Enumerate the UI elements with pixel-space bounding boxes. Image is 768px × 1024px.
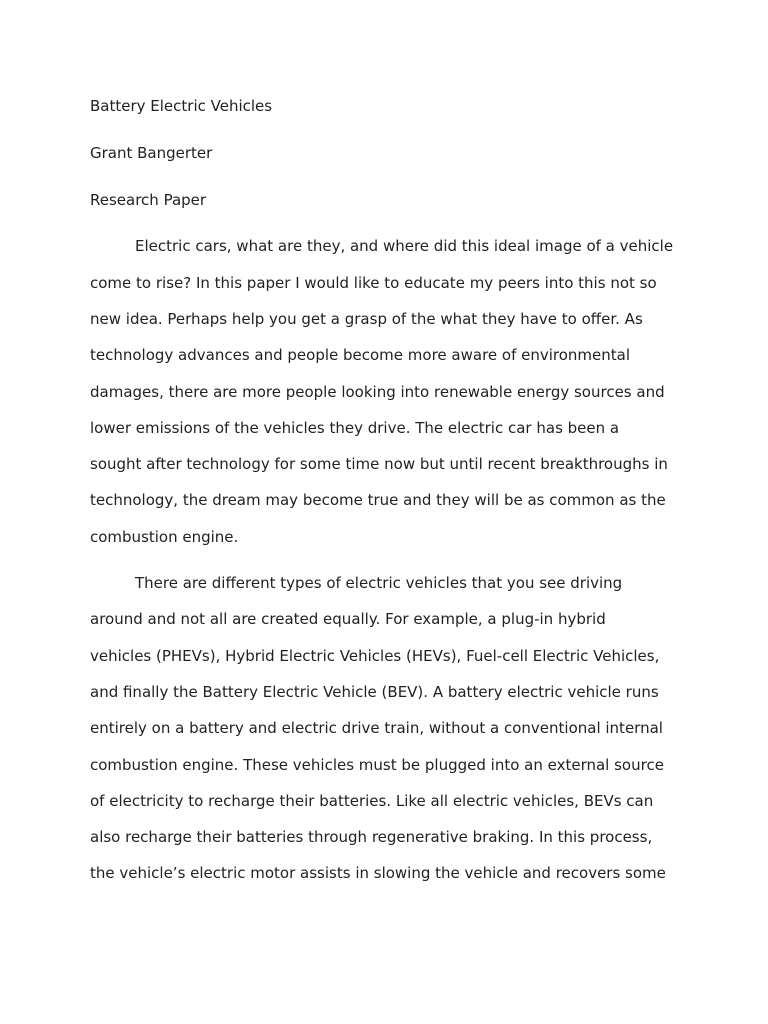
document-body (90, 88, 680, 892)
paragraph-line: combustion engine. These vehicles must be plugged into an external source (90, 755, 664, 774)
paper-title: Battery Electric Vehicles (90, 97, 273, 115)
paragraph-spacer (90, 555, 680, 565)
paragraph-line: Electric cars, what are they, and where did this ideal image of a vehicle (135, 237, 674, 256)
author-name: Grant Bangerter (90, 143, 213, 162)
paragraph-1 (90, 228, 680, 555)
paragraph-line: new idea. Perhaps help you get a grasp of the what they have to offer. As (90, 309, 643, 328)
paragraph-line: vehicles (PHEVs), Hybrid Electric Vehicles (HEVs), Fuel-cell Electric Vehicles, (90, 646, 660, 665)
paragraph-line: also recharge their batteries through regenerative braking. In this process, (90, 828, 653, 847)
paragraph-line: technology, the dream may become true and they will be as common as the (90, 491, 666, 510)
paragraph-line: sought after technology for some time now but until recent breakthroughs in (90, 455, 668, 474)
paragraph-line: and finally the Battery Electric Vehicle (BEV). A battery electric vehicle runs (90, 682, 659, 701)
paragraph-line: There are different types of electric vehicles that you see driving (135, 574, 623, 593)
paragraph-line: technology advances and people become more aware of environmental (90, 346, 631, 365)
paragraph-line: combustion engine. (90, 527, 239, 546)
paragraph-line: of electricity to recharge their batteries. Like all electric vehicles, BEVs can (90, 791, 654, 810)
paragraph-line: around and not all are created equally. For example, a plug-in hybrid (90, 610, 606, 629)
paragraph-line: the vehicle’s electric motor assists in slowing the vehicle and recovers some (90, 864, 666, 883)
paragraph-line: lower emissions of the vehicles they drive. The electric car has been a (90, 418, 620, 437)
paragraph-line: damages, there are more people looking into renewable energy sources and (90, 382, 665, 401)
paragraph-line: come to rise? In this paper I would like to educate my peers into this not so (90, 273, 657, 292)
paragraph-2 (90, 565, 680, 892)
paragraph-line: entirely on a battery and electric drive train, without a conventional internal (90, 719, 663, 738)
paper-type: Research Paper (90, 190, 207, 209)
